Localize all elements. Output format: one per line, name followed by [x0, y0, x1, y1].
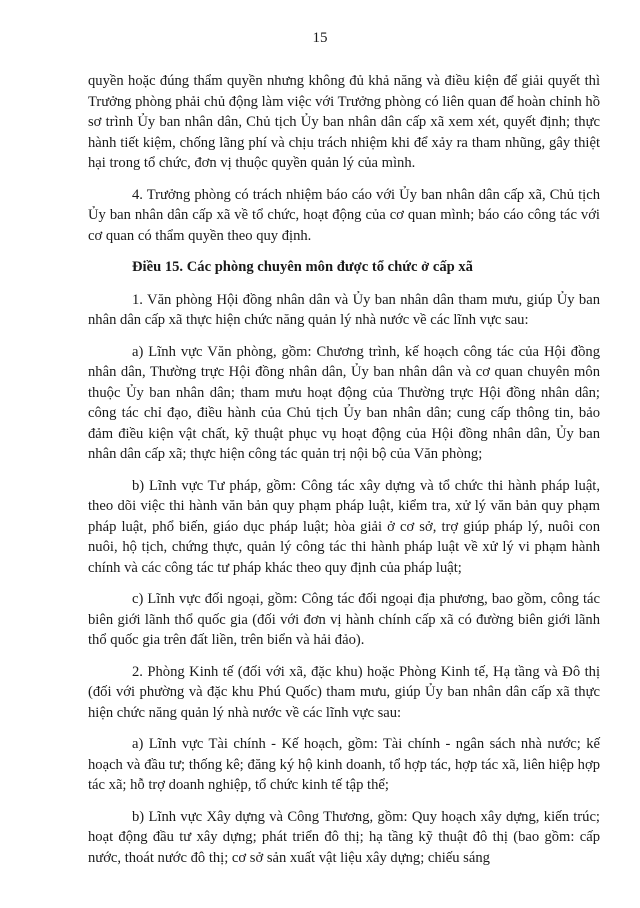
paragraph: b) Lĩnh vực Xây dựng và Công Thương, gồm: Quy hoạch xây dựng, kiến trúc; hoạt động đầu tư xây dựng; phát triển đô thị; hạ tầng kỹ thuật đô thị (bao gồm: cấp nước, thoát nước đô thị; cơ sở sản xuất vật liệu xây dựng; chiếu sáng — [88, 808, 600, 866]
paragraph: 2. Phòng Kinh tế (đối với xã, đặc khu) hoặc Phòng Kinh tế, Hạ tầng và Đô thị (đối với phường và đặc khu Phú Quốc) tham mưu, giúp Ủy ban nhân dân cấp xã thực hiện chức năng quản lý nhà nước về các lĩnh vực sau: — [88, 663, 600, 721]
document-body — [88, 71, 600, 879]
paragraph: a) Lĩnh vực Tài chính - Kế hoạch, gồm: Tài chính - ngân sách nhà nước; kế hoạch và đầu tư; thống kê; đăng ký hộ kinh doanh, tổ hợp tác, hợp tác xã, liên hiệp hợp tác xã; hỗ trợ doanh nghiệp, tổ chức kinh tế tập thể; — [88, 736, 600, 793]
paragraph: b) Lĩnh vực Tư pháp, gồm: Công tác xây dựng và tổ chức thi hành pháp luật, theo dõi việc thi hành văn bản quy phạm pháp luật, kiểm tra, xử lý văn bản quy phạm pháp luật, phổ biến, giáo dục pháp luật; hòa giải ở cơ sở, trợ giúp pháp lý, nuôi con nuôi, hộ tịch, chứng thực, quản lý công tác thi hành pháp luật về xử lý vi phạm hành chính và các công tác tư pháp khác theo quy định của pháp luật; — [88, 477, 600, 576]
paragraph: 1. Văn phòng Hội đồng nhân dân và Ủy ban nhân dân tham mưu, giúp Ủy ban nhân dân cấp xã thực hiện chức năng quản lý nhà nước về các lĩnh vực sau: — [88, 291, 600, 328]
article-heading: Điều 15. Các phòng chuyên môn được tổ chức ở cấp xã — [132, 259, 473, 275]
paragraph: c) Lĩnh vực đối ngoại, gồm: Công tác đối ngoại địa phương, bao gồm, công tác biên giới lãnh thổ quốc gia (đối với đơn vị hành chính cấp xã có đường biên giới lãnh thổ quốc gia trên đất liền, trên biển và hải đảo). — [88, 591, 600, 648]
paragraph: a) Lĩnh vực Văn phòng, gồm: Chương trình, kế hoạch công tác của Hội đồng nhân dân, Thường trực Hội đồng nhân dân, Ủy ban nhân dân và cơ quan chuyên môn thuộc Ủy ban nhân dân; tham mưu hoạt động của Thường trực Hội đồng nhân dân; công tác chỉ đạo, điều hành của Chủ tịch Ủy ban nhân dân; cung cấp thông tin, bảo đảm điều kiện vật chất, kỹ thuật phục vụ hoạt động của Hội đồng nhân dân, Ủy ban nhân dân cấp xã; thực hiện công tác quản trị nội bộ của Văn phòng; — [88, 343, 600, 462]
paragraph: 4. Trưởng phòng có trách nhiệm báo cáo với Ủy ban nhân dân cấp xã, Chủ tịch Ủy ban nhân dân cấp xã về tổ chức, hoạt động của cơ quan mình; báo cáo công tác với cơ quan có thẩm quyền theo quy định. — [88, 186, 600, 244]
paragraph: quyền hoặc đúng thẩm quyền nhưng không đủ khả năng và điều kiện để giải quyết thì Trưởng phòng phải chủ động làm việc với Trưởng phòng có liên quan để hoàn chỉnh hồ sơ trình Ủy ban nhân dân, Chủ tịch Ủy ban nhân dân cấp xã xem xét, quyết định; thực hành tiết kiệm, chống lãng phí và chịu trách nhiệm khi để xảy ra tham nhũng, gây thiệt hại trong tổ chức, đơn vị thuộc quyền quản lý của mình. — [88, 73, 600, 171]
page-number: 15 — [312, 30, 328, 46]
